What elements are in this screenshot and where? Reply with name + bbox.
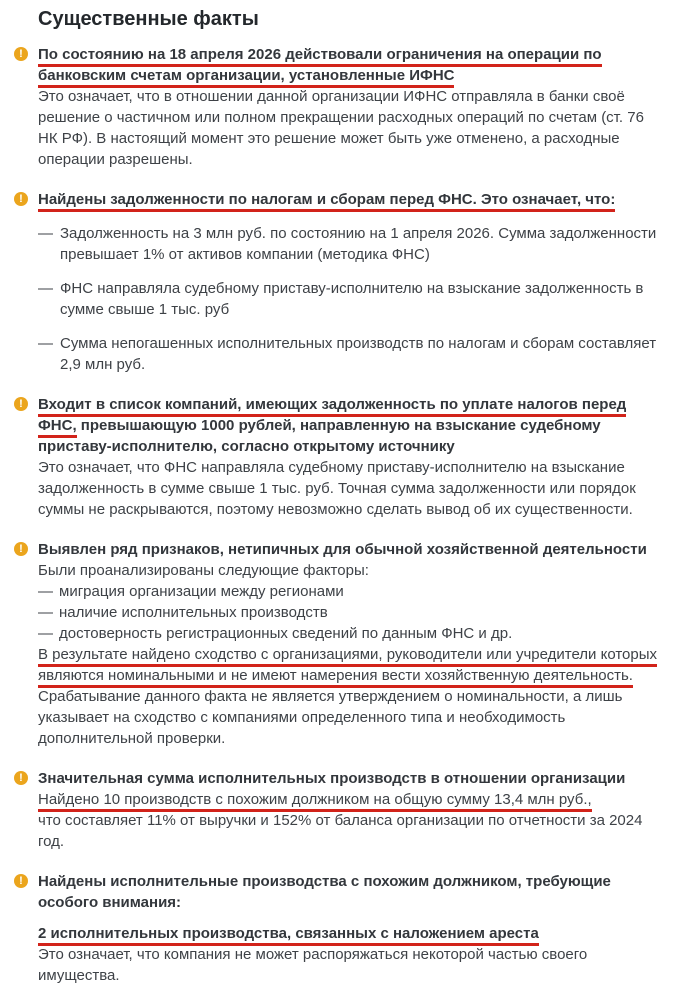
warning-icon: ! — [14, 397, 28, 411]
list-item-text: достоверность регистрационных сведений по данным ФНС и др. — [59, 625, 513, 642]
warning-icon: ! — [14, 771, 28, 785]
fact-headline — [38, 44, 663, 86]
fact-content — [38, 394, 663, 520]
fact-headline: Значительная сумма исполнительных производств в отношении организации — [38, 770, 626, 787]
fact-content — [38, 539, 663, 749]
list-item — [38, 333, 663, 375]
fact-item-enforcement-sum — [14, 768, 663, 852]
fact-item-atypical-signs — [14, 539, 663, 749]
fact-body — [38, 560, 663, 749]
fact-item-special-attention — [14, 871, 663, 986]
list-item — [38, 602, 663, 623]
list-item-text: наличие исполнительных производств — [59, 604, 328, 621]
found-proceedings-line — [38, 789, 663, 810]
fact-body — [38, 789, 663, 852]
fact-sub-headline — [38, 923, 663, 944]
list-item — [38, 581, 663, 602]
red-underlined-text: Найдено 10 производств с похожим должником на общую сумму 13,4 млн руб., — [38, 791, 592, 812]
ratio-line: что составляет 11% от выручки и 152% от баланса организации по отчетности за 2024 год. — [38, 812, 643, 850]
fact-body: Это означает, что ФНС направляла судебному приставу-исполнителю на взыскание задолженность в сумме свыше 1 тыс. руб. Точная сумма задолженности или порядок суммы не раскрываются, поэтому невозможно сделать вывод об их существенности. — [38, 459, 636, 518]
fact-item-tax-debts — [14, 189, 663, 375]
list-item-text: миграция организации между регионами — [59, 583, 344, 600]
bullet-list — [38, 223, 663, 375]
fact-body: Это означает, что в отношении данной организации ИФНС отправляла в банки своё решение о частичном или полном прекращении расходных операций по счетам (ст. 76 НК РФ). В настоящий момент это решение может быть уже отменено, а расходные операции разрешены. — [38, 88, 644, 168]
page-title: Существенные факты — [38, 8, 259, 30]
dash-icon: — — [38, 335, 53, 352]
red-underlined-text: Входит в список компаний, имеющих задолженность по уплате налогов перед ФНС, — [38, 396, 626, 438]
warning-icon: ! — [14, 47, 28, 61]
fact-content — [38, 768, 663, 852]
dash-icon: — — [38, 583, 53, 600]
list-item-text: Сумма непогашенных исполнительных производств по налогам и сборам составляет 2,9 млн руб. — [60, 335, 657, 373]
list-item — [38, 223, 663, 265]
fact-content — [38, 871, 663, 986]
fact-headline — [38, 189, 663, 210]
fact-headline: Найдены исполнительные производства с похожим должником, требующие особого внимания: — [38, 873, 611, 911]
factors-intro: Были проанализированы следующие факторы: — [38, 562, 369, 579]
dash-icon: — — [38, 604, 53, 621]
red-underlined-text: 2 исполнительных производства, связанных с наложением ареста — [38, 925, 539, 946]
fact-content — [38, 44, 663, 170]
dash-icon: — — [38, 625, 53, 642]
fact-item-bank-restrictions — [14, 44, 663, 170]
list-item-text: Задолженность на 3 млн руб. по состоянию на 1 апреля 2026. Сумма задолженности превышает 1% от активов компании (методика ФНС) — [60, 225, 657, 263]
warning-icon: ! — [14, 192, 28, 206]
warning-icon: ! — [14, 874, 28, 888]
red-underlined-text: В результате найдено сходство с организациями, руководители или учредители которых являются номинальными и не имеют намерения вести хозяйственную деятельность. — [38, 646, 657, 688]
disclaimer-text: Срабатывание данного факта не является утверждением о номинальности, а лишь указывает на сходство с компаниями определенного типа и необходимость дополнительной проверки. — [38, 688, 623, 747]
red-underlined-text: Найдены задолженности по налогам и сборам перед ФНС. Это означает, что: — [38, 191, 615, 212]
fact-body: Это означает, что компания не может распоряжаться некоторой частью своего имущества. — [38, 946, 588, 984]
fact-headline: Выявлен ряд признаков, нетипичных для обычной хозяйственной деятельности — [38, 541, 647, 558]
list-item-text: ФНС направляла судебному приставу-исполнителю на взыскание задолженность в сумме свыше 1 тыс. руб — [60, 280, 644, 318]
fact-item-debtor-list — [14, 394, 663, 520]
list-item — [38, 623, 663, 644]
fact-content — [38, 189, 663, 375]
dash-icon: — — [38, 280, 53, 297]
dash-icon: — — [38, 225, 53, 242]
warning-icon: ! — [14, 542, 28, 556]
fact-headline — [38, 394, 663, 457]
conclusion-sentence — [38, 644, 663, 686]
red-underlined-text: По состоянию на 18 апреля 2026 действовали ограничения на операции по банковским счетам организации, установленные ИФНС — [38, 46, 602, 88]
list-item — [38, 278, 663, 320]
fact-headline-rest: превышающую 1000 рублей, направленную на взыскание судебному приставу-исполнителю, согласно открытому источнику — [38, 417, 601, 455]
